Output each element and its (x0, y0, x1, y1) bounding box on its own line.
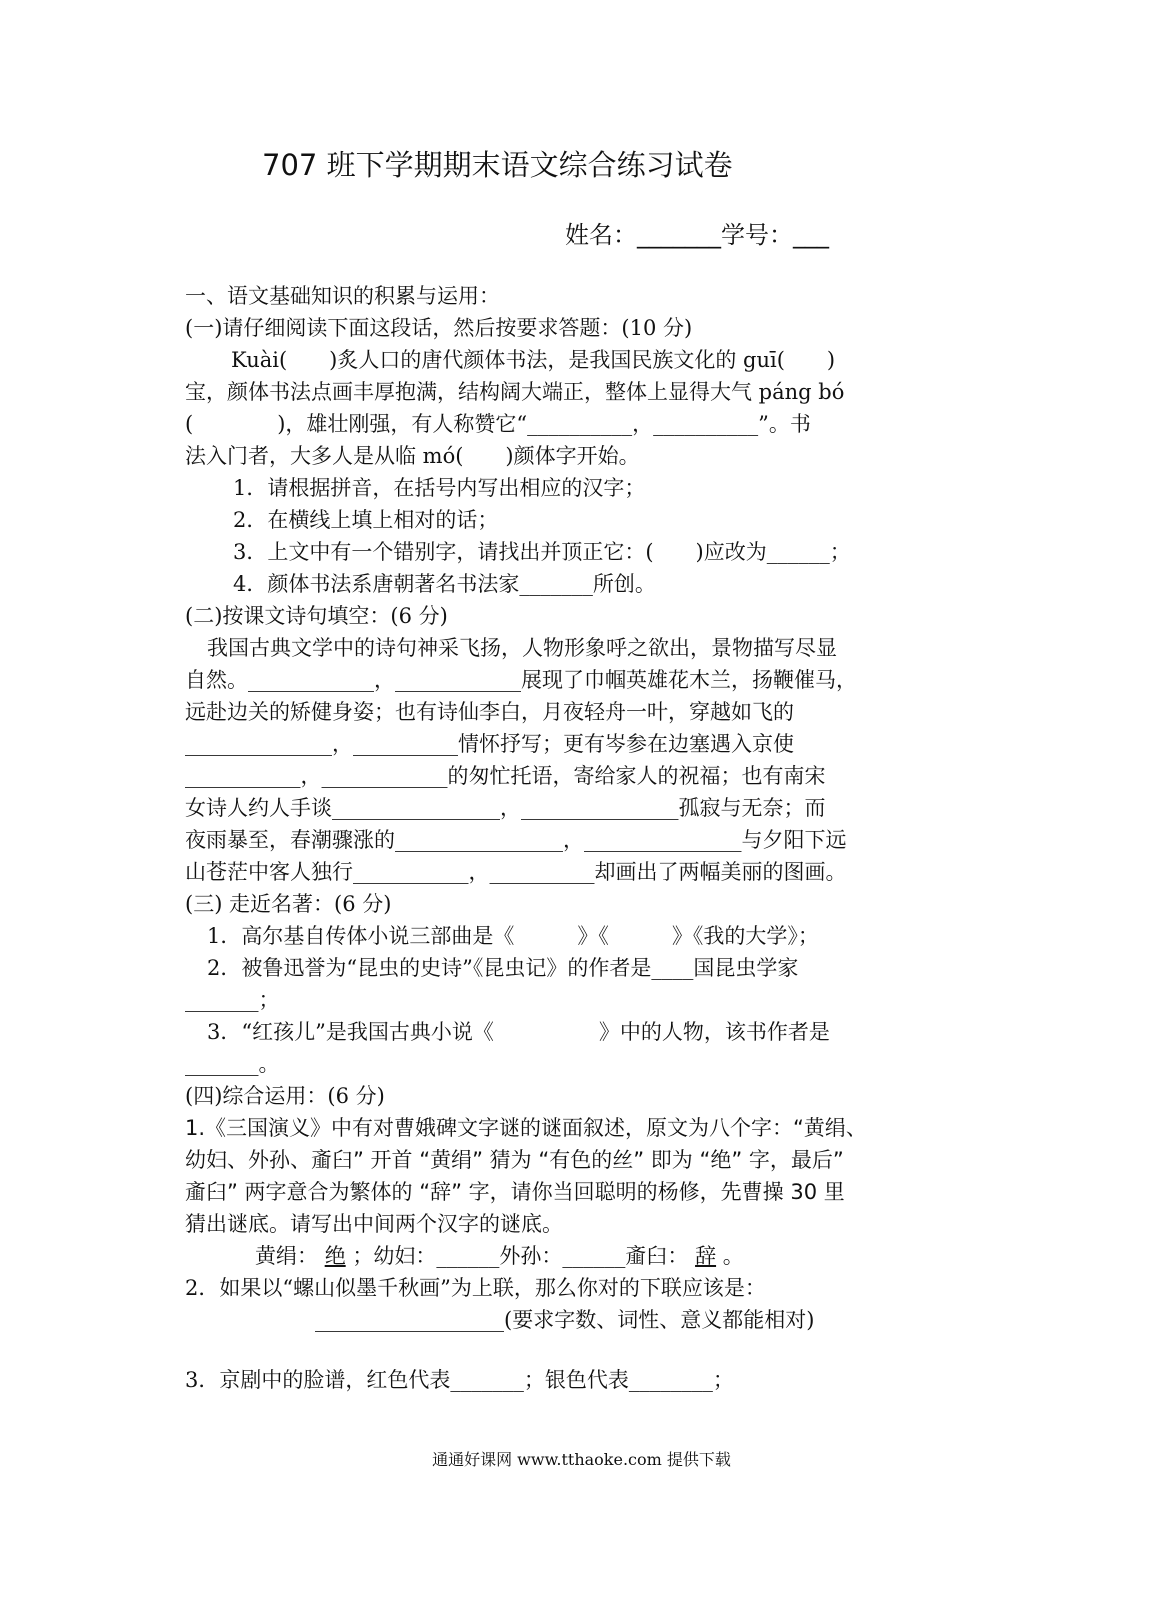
part1-passage-line: Kuài( )炙人口的唐代颜体书法，是我国民族文化的 guī( ) (231, 348, 836, 372)
part2-passage-line: 女诗人约人手谈________________，_______________孤寂与无奈；而 (185, 796, 826, 820)
answer-jue: 绝 (324, 1244, 346, 1268)
exam-title: 707 班下学期期末语文综合练习试卷 (262, 148, 733, 182)
part4-question-2: 2．如果以“螺山似墨千秋画”为上联，那么你对的下联应该是： (185, 1276, 766, 1300)
part1-passage-line: 宝，颜体书法点画丰厚抱满，结构阔大端正，整体上显得大气 páng bó (185, 380, 845, 404)
name-student-number-line: 姓名：_______学号：___ (565, 221, 829, 249)
part2-passage-line: 山苍茫中客人独行___________，__________却画出了两幅美丽的图画。 (185, 860, 847, 884)
part4-q1-answer-line (185, 1240, 955, 1272)
part4-q1-line: 齑臼” 两字意合为繁体的 “辞” 字，请你当回聪明的杨修，先曹操 30 里 (185, 1180, 845, 1204)
part2-passage-line: ______________，__________情怀抒写；更有岑参在边塞遇入京使 (185, 732, 794, 756)
part4-q1-line: 幼妇、外孙、齑臼” 开首 “黄绢” 猜为 “有色的丝” 即为 “绝” 字，最后” (185, 1148, 844, 1172)
section-heading: 一、语文基础知识的积累与运用： (185, 284, 500, 308)
part4-question-2-blank: __________________(要求字数、词性、意义都能相对) (315, 1308, 815, 1332)
part3-question-2: 2．被鲁迅誉为“昆虫的史诗”《昆虫记》的作者是____国昆虫学家 (207, 956, 799, 980)
part1-question: 4．颜体书法系唐朝著名书法家_______所创。 (233, 572, 656, 596)
footer-source: 通通好课网 www.tthaoke.com 提供下载 (432, 1450, 731, 1469)
part1-question: 3．上文中有一个错别字，请找出并顶正它：( )应改为______； (233, 540, 851, 564)
part1-passage-line: 法入门者，大多人是从临 mó( )颜体字开始。 (185, 444, 640, 468)
part1-heading: (一)请仔细阅读下面这段话，然后按要求答题：(10 分) (185, 316, 693, 340)
part2-passage-line: 自然。____________，____________展现了巾帼英雄花木兰，扬鞭催马， (185, 668, 857, 692)
answer-end: 。 (722, 1244, 744, 1268)
part2-heading: (二)按课文诗句填空：(6 分) (185, 604, 448, 628)
part4-q1-line: 1.《三国演义》中有对曹娥碑文字谜的谜面叙述，原文为八个字：“黄绢、 (185, 1116, 867, 1140)
part2-passage-line: 我国古典文学中的诗句神采飞扬，人物形象呼之欲出，景物描写尽显 (207, 636, 837, 660)
part1-passage-line: ( )，雄壮刚强，有人称赞它“__________，__________”。书 (185, 412, 811, 436)
part3-question-1: 1．高尔基自传体小说三部曲是《 》《 》《我的大学》； (207, 924, 819, 948)
part3-question-3: 3．“红孩儿”是我国古典小说《 》中的人物，该书作者是 (207, 1020, 830, 1044)
part3-question-3-cont: _______。 (185, 1052, 280, 1076)
answer-label-huangjuan: 黄绢： (255, 1244, 318, 1268)
part3-heading: (三) 走近名著：(6 分) (185, 892, 392, 916)
answer-labels-middle: ；幼妇：______外孙：______齑臼： (352, 1244, 689, 1268)
part1-question: 1．请根据拼音，在括号内写出相应的汉字； (233, 476, 646, 500)
part4-question-3: 3．京剧中的脸谱，红色代表_______；银色代表________； (185, 1368, 734, 1392)
part2-passage-line: 远赴边关的矫健身姿；也有诗仙李白，月夜轻舟一叶，穿越如飞的 (185, 700, 794, 724)
answer-ci: 辞 (695, 1244, 717, 1268)
exam-body (185, 280, 955, 1396)
part1-question: 2．在横线上填上相对的话； (233, 508, 499, 532)
part3-question-2-cont: _______； (185, 988, 280, 1012)
part4-heading: (四)综合运用：(6 分) (185, 1084, 385, 1108)
part4-q1-line: 猜出谜底。请写出中间两个汉字的谜底。 (185, 1212, 563, 1236)
part2-passage-line: 夜雨暴至，春潮骤涨的________________，_______________与夕阳下远 (185, 828, 847, 852)
part2-passage-line: ___________，____________的匆忙托语，寄给家人的祝福；也有南宋 (185, 764, 826, 788)
